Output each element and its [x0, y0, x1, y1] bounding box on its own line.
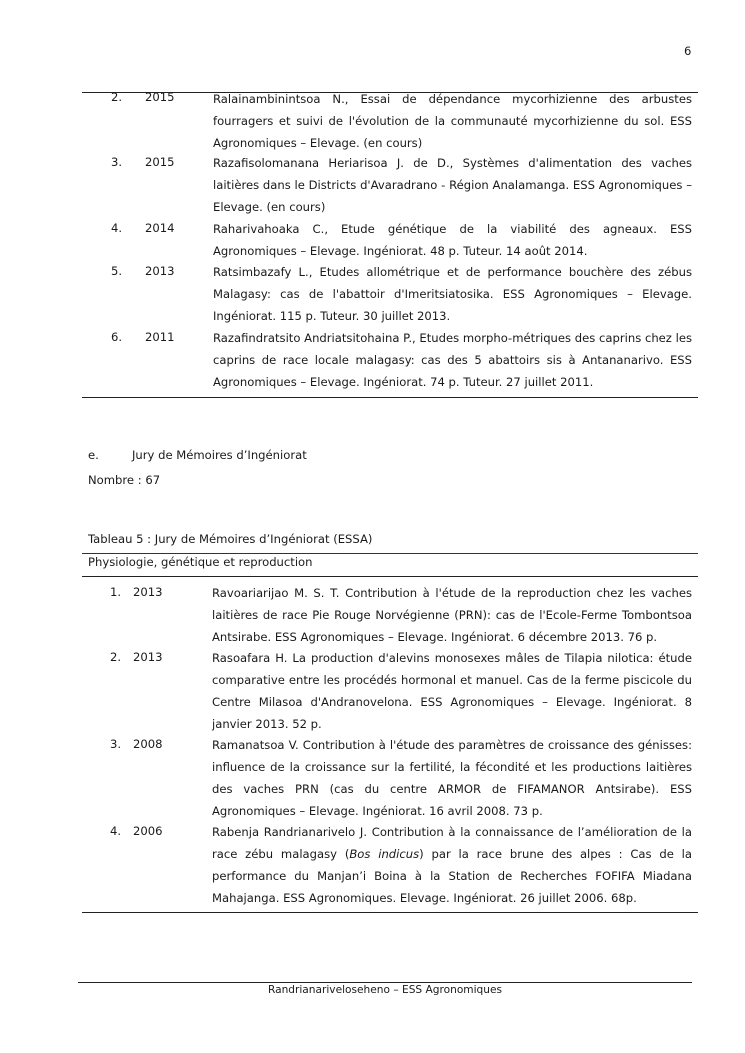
- row-year: 2014: [145, 221, 175, 235]
- row-number: 6.: [110, 330, 122, 344]
- row-text: Ravoariarijao M. S. T. Contribution à l'étude de la reproduction chez les vaches laitières de race Pie Rouge Norvégienne (PRN): cas de l'Ecole-Ferme Tombontsoa Antsirabe. ESS Agronomiques – Elevage. Ingéniorat. 6 décembre 2013. 76 p.: [212, 586, 692, 644]
- row-number: 2.: [110, 90, 122, 104]
- species-name: Bos indicus: [349, 847, 420, 861]
- row-year: 2015: [145, 155, 175, 169]
- row-number: 4.: [109, 824, 121, 838]
- row-year: 2011: [145, 330, 175, 344]
- row-year: 2006: [133, 824, 163, 838]
- row-year: 2008: [133, 737, 163, 751]
- section-heading: [88, 448, 307, 462]
- count-text: Nombre : 67: [88, 473, 161, 487]
- row-text: Ratsimbazafy L., Etudes allométrique et de performance bouchère des zébus Malagasy: cas de l'abattoir d'Imeritsiatosika. ESS Agronomiques – Elevage. Ingéniorat. 115 p. Tuteur. 30 juillet 2013.: [213, 265, 692, 323]
- section-title: Jury de Mémoires d’Ingéniorat: [132, 448, 307, 462]
- table5-subheading-rule: [82, 576, 698, 577]
- row-text: Raharivahoaka C., Etude génétique de la viabilité des agneaux. ESS Agronomiques – Elevage. Ingéniorat. 48 p. Tuteur. 14 août 2014.: [213, 222, 692, 258]
- table1-bottom-rule: [82, 397, 698, 398]
- row-text: [212, 821, 692, 909]
- row-text: Rasoafara H. La production d'alevins monosexes mâles de Tilapia nilotica: étude comparative entre les procédés hormonal et manuel. Cas de la ferme piscicole du Centre Milasoa d'Andranovelona. ESS Agronomiques – Elevage. Ingéniorat. 8 janvier 2013. 52 p.: [212, 651, 692, 731]
- row-number: 3.: [110, 155, 122, 169]
- row-number: 2.: [109, 650, 121, 664]
- row-year: 2015: [145, 90, 175, 104]
- row-year: 2013: [133, 585, 163, 599]
- page-footer: Randrianarivelosehen​o – ESS Agronomiques: [267, 984, 503, 996]
- table5-bottom-rule: [82, 912, 698, 913]
- row-text-part: Rabenja Randrianarivelo J. Contribution à la connaissance de l’amélioration de la race zébu malagasy (: [212, 825, 692, 861]
- page-number: 6: [684, 44, 692, 58]
- table5-top-rule: [82, 553, 698, 554]
- table-caption: Tableau 5 : Jury de Mémoires d’Ingéniorat (ESSA): [88, 532, 373, 546]
- footer-rule: [78, 982, 692, 983]
- row-text-part: ) par la race brune des alpes : Cas de la performance du Manjan’i Boina à la Station de Recherches FOFIFA Miadana Mahajanga. ESS Agronomiques. Elevage. Ingéniorat. 26 juillet 2006. 68p.: [212, 847, 692, 905]
- row-number: 1.: [109, 585, 121, 599]
- row-text: Razafisolomanana Heriarisoa J. de D., Systèmes d'alimentation des vaches laitières dans le Districts d'Avaradrano - Région Analamanga. ESS Agronomiques – Elevage. (en cours): [213, 156, 692, 214]
- row-text: Razafindratsito Andriatsitohaina P., Etudes morpho-métriques des caprins chez les caprins de race locale malagasy: cas des 5 abattoirs sis à Antananarivo. ESS Agronomiques – Elevage. Ingéniorat. 74 p. Tuteur. 27 juillet 2011.: [213, 331, 692, 389]
- row-number: 5.: [110, 264, 122, 278]
- section-letter: e.: [88, 448, 99, 462]
- table-subheading: Physiologie, génétique et reproduction: [88, 555, 313, 569]
- row-year: 2013: [145, 264, 175, 278]
- row-number: 4.: [110, 221, 122, 235]
- row-text: Ralainambinintsoa N., Essai de dépendance mycorhizienne des arbustes fourragers et suivi de l'évolution de la communauté mycorhizienne du sol. ESS Agronomiques – Elevage. (en cours): [213, 92, 692, 150]
- row-year: 2013: [133, 650, 163, 664]
- row-text: Ramanatsoa V. Contribution à l'étude des paramètres de croissance des génisses: influence de la croissance sur la fertilité, la fécondité et les productions laitières des vaches PRN (cas du centre ARMOR de FIFAMANOR Antsirabe). ESS Agronomiques – Elevage. Ingéniorat. 16 avril 2008. 73 p.: [212, 738, 692, 818]
- row-number: 3.: [109, 737, 121, 751]
